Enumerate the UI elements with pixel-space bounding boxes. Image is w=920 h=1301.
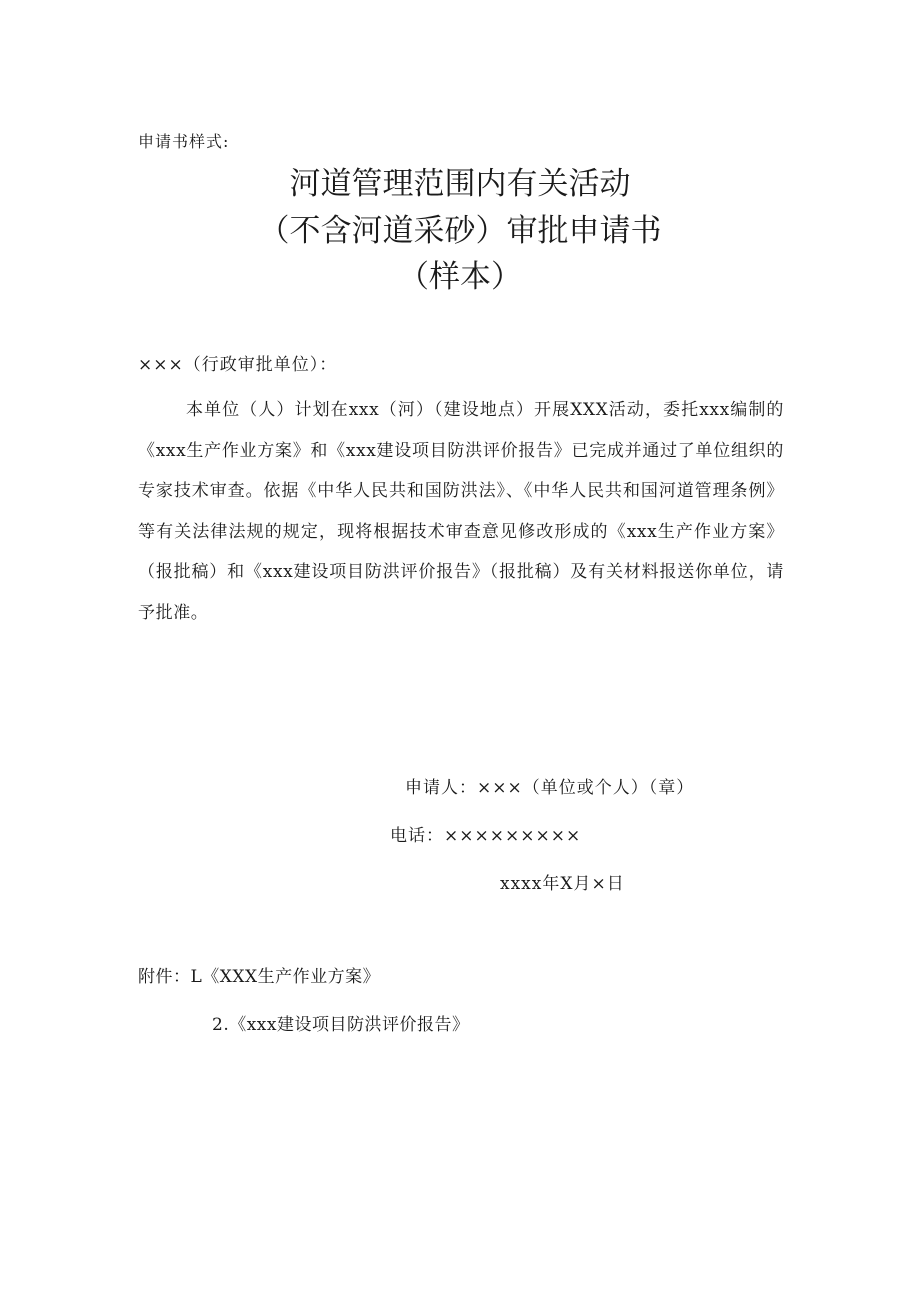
- form-label: 申请书样式:: [138, 132, 230, 151]
- attachment-item-2: 2.《xxx建设项目防洪评价报告》: [212, 1015, 470, 1035]
- applicant-line: 申请人：×××（单位或个人）（章）: [405, 778, 695, 798]
- title-line-3: （样本）: [398, 259, 522, 295]
- body-paragraph: 本单位（人）计划在xxx（河）（建设地点）开展XXX活动，委托xxx编制的《xxx生产作业方案》和《xxx建设项目防洪评价报告》已完成并通过了单位组织的专家技术审查。依据《中华人民共和国防洪法》、《中华人民共和国河道管理条例》等有关法律法规的规定，现将根据技术审查意见修改形成的《xxx生产作业方案》（报批稿）和《xxx建设项目防洪评价报告》（报批稿）及有关材料报送你单位，请予批准。: [138, 400, 784, 623]
- addressee: ×××（行政审批单位）：: [138, 355, 338, 375]
- attachment-item-1: 附件：L《XXX生产作业方案》: [138, 967, 381, 987]
- title-line-1: 河道管理范围内有关活动: [289, 166, 631, 202]
- phone-line: 电话：×××××××××: [390, 826, 582, 846]
- title-line-2: （不含河道采砂）审批申请书: [258, 213, 662, 249]
- date-line: xxxx年X月×日: [500, 874, 625, 894]
